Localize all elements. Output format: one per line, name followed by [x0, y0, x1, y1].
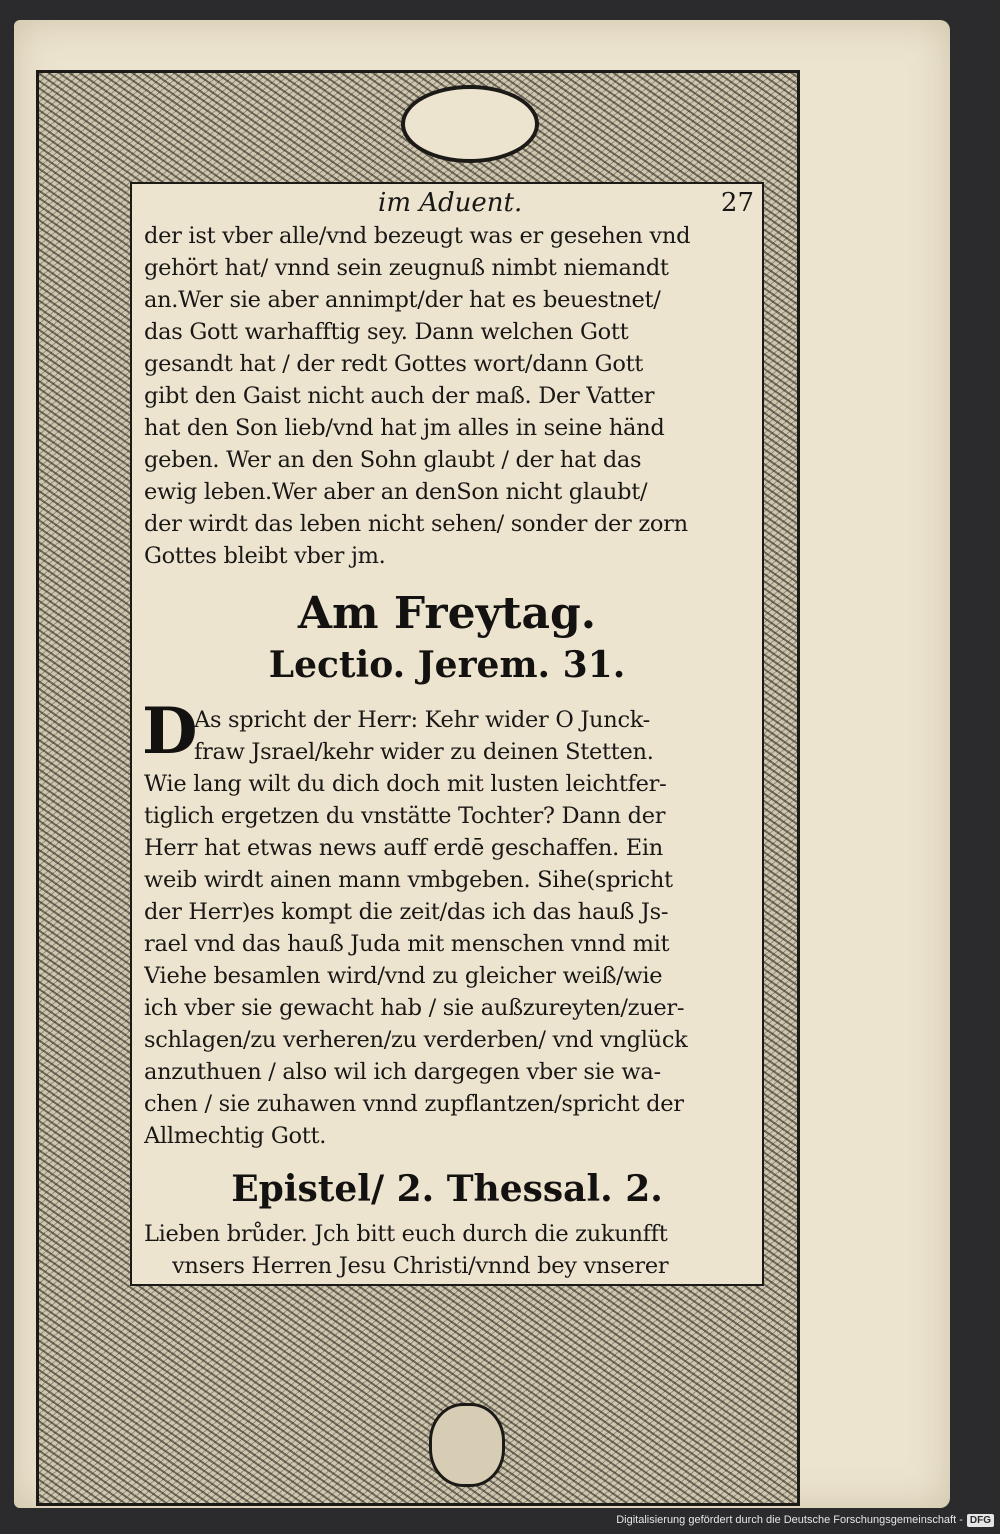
text-line: das Gott warhafftig sey. Dann welchen Gott	[144, 319, 629, 345]
text-line: chen / sie zuhawen vnnd zupflantzen/spricht der	[144, 1091, 684, 1117]
text-line: schlagen/zu verheren/zu verderben/ vnd vnglück	[144, 1027, 688, 1053]
text-block	[130, 182, 764, 1286]
running-head	[132, 188, 762, 222]
text-line: Viehe besamlen wird/vnd zu gleicher weiß/wie	[144, 963, 663, 989]
text-line: fraw Jsrael/kehr wider zu deinen Stetten.	[194, 739, 654, 765]
text-line: der wirdt das leben nicht sehen/ sonder der zorn	[144, 511, 688, 537]
text-line: weib wirdt ainen mann vmbgeben. Sihe(spricht	[144, 867, 673, 893]
heading-epistel: Epistel/ 2. Thessal. 2.	[231, 1168, 663, 1210]
text-line: gesandt hat / der redt Gottes wort/dann Gott	[144, 351, 644, 377]
text-line: As spricht der Herr: Kehr wider O Junck-	[194, 707, 650, 733]
text-line: gibt den Gaist nicht auch der maß. Der Vatter	[144, 383, 655, 409]
text-line: tiglich ergetzen du vnstätte Tochter? Dann der	[144, 803, 666, 829]
text-line: Wie lang wilt du dich doch mit lusten leichtfer-	[144, 771, 667, 797]
text-line: hat den Son lieb/vnd hat jm alles in seine händ	[144, 415, 665, 441]
running-title: im Aduent.	[378, 188, 523, 218]
dfg-logo-icon: DFG	[967, 1514, 994, 1527]
book-page	[14, 20, 950, 1508]
cherub-face-ornament-icon	[429, 1403, 505, 1487]
cartouche-ornament-icon	[401, 85, 539, 163]
text-line: anzuthuen / also wil ich dargegen vber sie wa-	[144, 1059, 661, 1085]
text-line: vnsers Herren Jesu Christi/vnnd bey vnserer	[172, 1253, 669, 1279]
text-line: an.Wer sie aber annimpt/der hat es beuestnet/	[144, 287, 661, 313]
text-line: gehört hat/ vnnd sein zeugnuß nimbt niemandt	[144, 255, 669, 281]
text-line: Gottes bleibt vber jm.	[144, 543, 386, 569]
heading-day: Am Freytag.	[297, 588, 597, 639]
page-number: 27	[720, 188, 754, 218]
text-line: ich vber sie gewacht hab / sie außzureyten/zuer-	[144, 995, 685, 1021]
text-line: ewig leben.Wer aber an denSon nicht glaubt/	[144, 479, 648, 505]
digitization-footer	[616, 1510, 994, 1530]
footer-credit: Digitalisierung gefördert durch die Deutsche Forschungsgemeinschaft -	[616, 1514, 963, 1526]
text-line: der Herr)es kompt die zeit/das ich das hauß Js-	[144, 899, 669, 925]
heading-lectio: Lectio. Jerem. 31.	[268, 644, 626, 686]
text-line: Herr hat etwas news auff erdē geschaffen. Ein	[144, 835, 663, 861]
text-line: geben. Wer an den Sohn glaubt / der hat das	[144, 447, 642, 473]
drop-initial: D	[142, 694, 198, 769]
text-line: Lieben brůder. Jch bitt euch durch die zukunfft	[144, 1221, 668, 1247]
text-line: der ist vber alle/vnd bezeugt was er gesehen vnd	[144, 223, 691, 249]
text-line: Allmechtig Gott.	[144, 1123, 327, 1149]
text-line: rael vnd das hauß Juda mit menschen vnnd mit	[144, 931, 670, 957]
